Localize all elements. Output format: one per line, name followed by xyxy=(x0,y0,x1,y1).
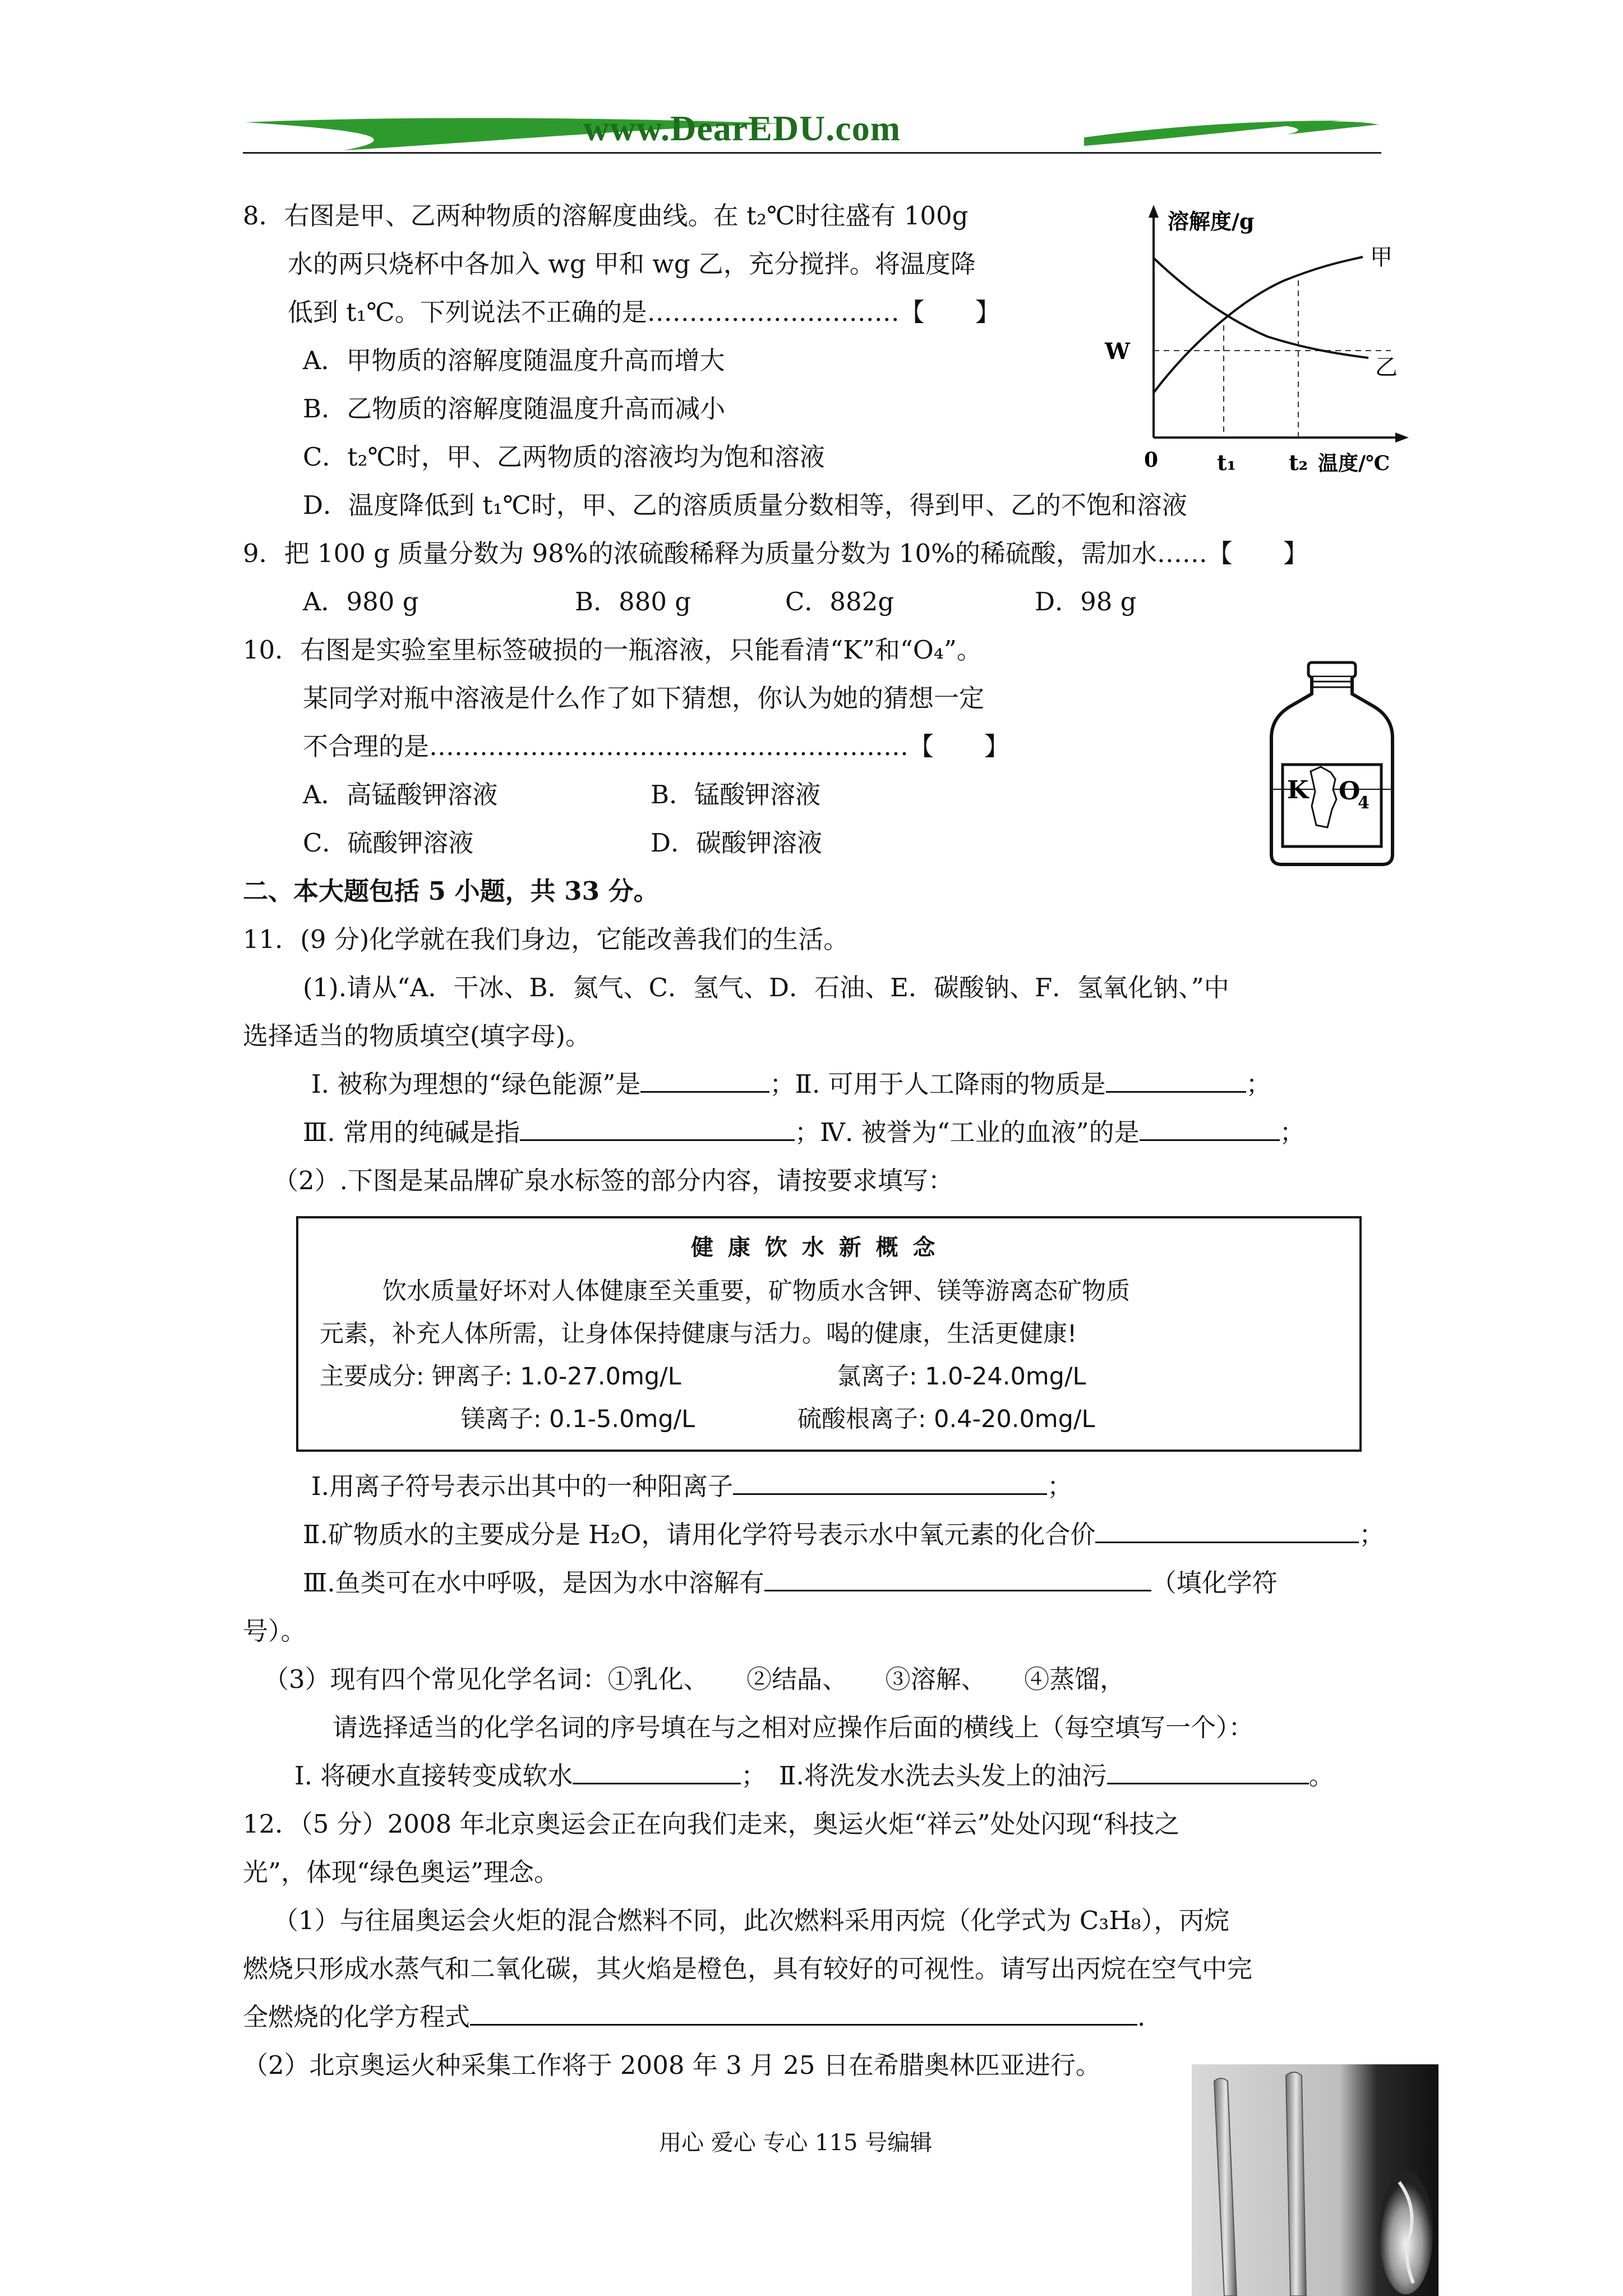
q11-p2-iii-tail: （填化学符 xyxy=(1151,1568,1278,1598)
y-axis-arrow xyxy=(1149,205,1159,218)
q11-p3-blank-i[interactable] xyxy=(573,1761,741,1784)
y-axis-label: 溶解度/g xyxy=(1168,209,1255,234)
label-line1: 饮水质量好坏对人体健康至关重要，矿物质水含钾、镁等游离态矿物质 xyxy=(382,1277,1130,1305)
q12-p2-line1: （2）北京奥运火种采集工作将于 2008 年 3 月 25 日在希腊奥林匹亚进行。 xyxy=(243,2050,1101,2080)
bottle-label-sub: 4 xyxy=(1358,793,1370,813)
label-line3a: 主要成分: 钾离子: 1.0-27.0mg/L xyxy=(320,1363,681,1391)
q12-p1-end: . xyxy=(1137,2002,1146,2032)
q10-option-c: C．硫酸钾溶液 xyxy=(303,828,474,858)
q9-stem: 9．把 100 g 质量分数为 98%的浓硫酸稀释为质量分数为 10%的稀硫酸，需加水……【 】 xyxy=(243,539,1308,568)
q8-option-a: A．甲物质的溶解度随温度升高而增大 xyxy=(303,346,725,375)
q11-p2-blank-iii[interactable] xyxy=(764,1568,1151,1591)
q11-p3-ii: ； Ⅱ.将洗发水洗去头发上的油污 xyxy=(741,1761,1107,1791)
olympic-torch-photo xyxy=(1192,2064,1438,2296)
x-tick-t1: t₁ xyxy=(1217,450,1237,475)
y-tick-w: W xyxy=(1105,338,1130,365)
page-footer: 用心 爱心 专心 115 号编辑 xyxy=(659,2130,933,2156)
solubility-chart xyxy=(1099,202,1413,482)
q11-semicolon-2: ； xyxy=(1279,1117,1305,1147)
label-line3b: 氯离子: 1.0-24.0mg/L xyxy=(837,1363,1086,1391)
q9-option-a: A．980 g xyxy=(303,587,419,616)
q11-row-i-ii xyxy=(311,1068,1271,1101)
q11-part1-line2: 选择适当的物质填空(填字母)。 xyxy=(243,1021,591,1051)
q10-option-b: B．锰酸钾溶液 xyxy=(651,780,821,809)
q11-p2-ii-row xyxy=(303,1518,1384,1552)
q8-line1: 8．右图是甲、乙两种物质的溶解度曲线。在 t₂℃时往盛有 100g xyxy=(243,201,969,231)
q12-p1-line3-row xyxy=(243,2000,1145,2034)
series-yi-curve xyxy=(1154,258,1368,358)
q11-semicolon: ； xyxy=(1246,1069,1271,1099)
q11-item-iv: ；Ⅳ. 被誉为“工业的血液”的是 xyxy=(795,1117,1140,1147)
q11-part2-intro: （2）.下图是某品牌矿泉水标签的部分内容，请按要求填写： xyxy=(273,1166,953,1195)
q10-option-d: D．碳酸钾溶液 xyxy=(651,828,823,858)
q11-p2-iii-tail2: 号）。 xyxy=(243,1616,306,1646)
label-line2: 元素，补充人体所需，让身体保持健康与活力。喝的健康，生活更健康! xyxy=(320,1320,1077,1348)
q11-p2-semicolon-1: ； xyxy=(1047,1471,1073,1501)
q11-part3-line2: 请选择适当的化学名词的序号填在与之相对应操作后面的横线上（每空填写一个）： xyxy=(333,1713,1254,1742)
q8-line2: 水的两只烧杯中各加入 wg 甲和 wg 乙，充分搅拌。将温度降 xyxy=(288,249,976,279)
q11-blank-i[interactable] xyxy=(640,1070,769,1093)
q11-p2-blank-ii[interactable] xyxy=(1095,1520,1359,1543)
bottle-label-k: K xyxy=(1287,776,1309,804)
q11-blank-iii[interactable] xyxy=(520,1118,795,1141)
label-line4a: 镁离子: 0.1-5.0mg/L xyxy=(461,1405,695,1433)
q10-line3: 不合理的是…………………………………………………【 】 xyxy=(303,731,1010,761)
q12-p1-line2: 燃烧只形成水蒸气和二氧化碳，其火焰是橙色，具有较好的可视性。请写出丙烷在空气中完 xyxy=(243,1954,1253,1984)
q11-p2-ii: Ⅱ.矿物质水的主要成分是 H₂O，请用化学符号表示水中氧元素的化合价 xyxy=(303,1520,1096,1549)
q11-p3-blank-ii[interactable] xyxy=(1107,1761,1309,1784)
q11-p2-i-row xyxy=(311,1470,1072,1503)
origin-label: 0 xyxy=(1144,448,1159,472)
q11-p2-iii-row xyxy=(303,1566,1278,1600)
q11-stem: 11．(9 分)化学就在我们身边，它能改善我们的生活。 xyxy=(243,924,849,954)
q11-p2-i: Ⅰ.用离子符号表示出其中的一种阳离子 xyxy=(311,1471,734,1501)
label-line4b: 硫酸根离子: 0.4-20.0mg/L xyxy=(797,1405,1095,1433)
series-yi-label: 乙 xyxy=(1375,355,1398,380)
q8-option-c: C．t₂℃时，甲、乙两物质的溶液均为饱和溶液 xyxy=(303,442,825,472)
q11-p2-iii: Ⅲ.鱼类可在水中呼吸，是因为水中溶解有 xyxy=(303,1568,764,1598)
q11-p2-semicolon-2: ； xyxy=(1359,1520,1385,1549)
label-title: 健 康 饮 水 新 概 念 xyxy=(691,1235,939,1260)
q10-option-a: A．高锰酸钾溶液 xyxy=(303,780,498,809)
q9-option-b: B．880 g xyxy=(575,587,691,616)
logo-text: www.DearEDU.com xyxy=(583,108,901,148)
q10-line2: 某同学对瓶中溶液是什么作了如下猜想，你认为她的猜想一定 xyxy=(303,683,985,713)
x-axis-label: 温度/℃ xyxy=(1318,452,1390,475)
series-jia-label: 甲 xyxy=(1370,245,1393,270)
reagent-bottle-figure xyxy=(1265,659,1399,869)
mineral-water-label-box xyxy=(296,1216,1362,1452)
series-jia-curve xyxy=(1154,257,1363,393)
x-axis-arrow xyxy=(1395,432,1409,443)
x-tick-t2: t₂ xyxy=(1289,450,1308,475)
q8-line3: 低到 t₁℃。下列说法不正确的是…………………………【 】 xyxy=(288,297,1000,327)
q11-part3-items xyxy=(294,1759,1334,1793)
q8-option-d: D．温度降低到 t₁℃时，甲、乙的溶质质量分数相等，得到甲、乙的不饱和溶液 xyxy=(303,490,1187,520)
q8-option-b: B．乙物质的溶解度随温度升高而减小 xyxy=(303,394,726,424)
q12-line2: 光”，体现“绿色奥运”理念。 xyxy=(243,1857,560,1887)
q11-blank-ii[interactable] xyxy=(1106,1070,1246,1093)
q11-row-iii-iv xyxy=(303,1116,1305,1149)
section-2-title: 二、本大题包括 5 小题，共 33 分。 xyxy=(243,876,659,906)
q12-line1: 12．（5 分）2008 年北京奥运会正在向我们走来，奥运火炬“祥云”处处闪现“科技之 xyxy=(243,1809,1180,1839)
header-rule xyxy=(243,152,1381,154)
q11-part3-line1: （3）现有四个常见化学名词：①乳化、 ②结晶、 ③溶解、 ④蒸馏， xyxy=(264,1664,1126,1694)
q11-item-iii: Ⅲ. 常用的纯碱是指 xyxy=(303,1117,520,1147)
q11-p3-end: 。 xyxy=(1308,1761,1334,1791)
q10-line1: 10．右图是实验室里标签破损的一瓶溶液，只能看清“K”和“O₄”。 xyxy=(243,635,982,665)
q11-part1-line1: (1).请从“A．干冰、B．氮气、C．氢气、D．石油、E．碳酸钠、F．氢氧化钠、”中 xyxy=(303,973,1229,1002)
q12-blank-equation[interactable] xyxy=(470,2003,1137,2026)
q11-p3-i: Ⅰ. 将硬水直接转变成软水 xyxy=(294,1761,573,1791)
bottle-label-o: O xyxy=(1339,777,1361,806)
q9-option-c: C．882g xyxy=(785,587,895,616)
q11-blank-iv[interactable] xyxy=(1140,1118,1280,1141)
q11-p2-blank-i[interactable] xyxy=(733,1472,1047,1495)
q11-item-ii: ；Ⅱ. 可用于人工降雨的物质是 xyxy=(769,1069,1106,1099)
q12-p1-line1: （1）与往届奥运会火炬的混合燃料不同，此次燃料采用丙烷（化学式为 C₃H₈），丙烷 xyxy=(273,1906,1230,1935)
q11-item-i: Ⅰ. 被称为理想的“绿色能源”是 xyxy=(311,1069,641,1099)
q12-p1-line3: 全燃烧的化学方程式 xyxy=(243,2002,471,2032)
q9-option-d: D．98 g xyxy=(1035,587,1137,616)
